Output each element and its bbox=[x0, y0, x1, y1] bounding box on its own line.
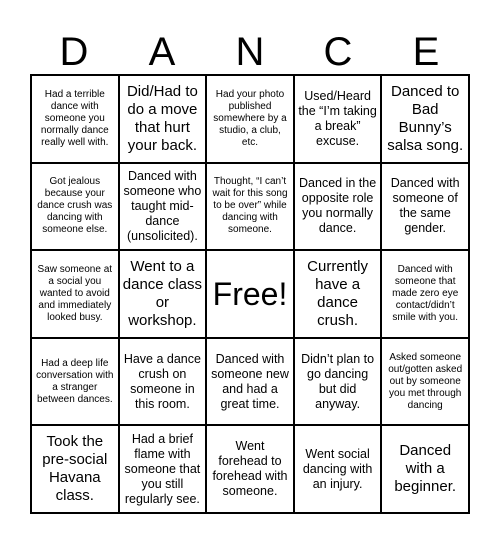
bingo-cell-r3c2[interactable]: Went to a dance class or workshop. bbox=[119, 250, 207, 338]
bingo-cell-r5c4[interactable]: Went social dancing with an injury. bbox=[294, 425, 382, 513]
header-letter-a: A bbox=[148, 30, 176, 74]
bingo-card-grid bbox=[30, 74, 470, 514]
bingo-cell-r4c4[interactable]: Didn’t plan to go dancing but did anyway. bbox=[294, 338, 382, 426]
bingo-cell-r4c2[interactable]: Have a dance crush on someone in this room. bbox=[119, 338, 207, 426]
bingo-cell-r2c2[interactable]: Danced with someone who taught mid-dance (unsolicited). bbox=[119, 163, 207, 251]
bingo-cell-r4c1[interactable]: Had a deep life conversation with a stranger between dances. bbox=[31, 338, 119, 426]
bingo-free-space[interactable]: Free! bbox=[206, 250, 294, 338]
bingo-cell-r2c3[interactable]: Thought, “I can’t wait for this song to be over” while dancing with someone. bbox=[206, 163, 294, 251]
bingo-cell-r3c1[interactable]: Saw someone at a social you wanted to avoid and immediately looked busy. bbox=[31, 250, 119, 338]
bingo-cell-r4c3[interactable]: Danced with someone new and had a great time. bbox=[206, 338, 294, 426]
header-letter-n: N bbox=[235, 30, 265, 74]
bingo-cell-r3c4[interactable]: Currently have a dance crush. bbox=[294, 250, 382, 338]
header-letter-d: D bbox=[59, 30, 89, 74]
bingo-cell-r5c5[interactable]: Danced with a beginner. bbox=[381, 425, 469, 513]
bingo-header bbox=[30, 22, 470, 82]
bingo-cell-r5c2[interactable]: Had a brief flame with someone that you still regularly see. bbox=[119, 425, 207, 513]
bingo-cell-r2c4[interactable]: Danced in the opposite role you normally dance. bbox=[294, 163, 382, 251]
bingo-cell-r1c4[interactable]: Used/Heard the “I’m taking a break” excuse. bbox=[294, 75, 382, 163]
bingo-cell-r2c1[interactable]: Got jealous because your dance crush was dancing with someone else. bbox=[31, 163, 119, 251]
bingo-cell-r2c5[interactable]: Danced with someone of the same gender. bbox=[381, 163, 469, 251]
bingo-cell-r3c5[interactable]: Danced with someone that made zero eye contact/didn’t smile with you. bbox=[381, 250, 469, 338]
bingo-cell-r1c2[interactable]: Did/Had to do a move that hurt your back. bbox=[119, 75, 207, 163]
bingo-cell-r4c5[interactable]: Asked someone out/gotten asked out by someone you met through dancing bbox=[381, 338, 469, 426]
bingo-cell-r5c3[interactable]: Went forehead to forehead with someone. bbox=[206, 425, 294, 513]
bingo-cell-r1c5[interactable]: Danced to Bad Bunny’s salsa song. bbox=[381, 75, 469, 163]
bingo-cell-r1c1[interactable]: Had a terrible dance with someone you normally dance really well with. bbox=[31, 75, 119, 163]
bingo-cell-r5c1[interactable]: Took the pre-social Havana class. bbox=[31, 425, 119, 513]
bingo-cell-r1c3[interactable]: Had your photo published somewhere by a studio, a club, etc. bbox=[206, 75, 294, 163]
header-letter-c: C bbox=[323, 30, 353, 74]
header-letter-e: E bbox=[412, 30, 440, 74]
